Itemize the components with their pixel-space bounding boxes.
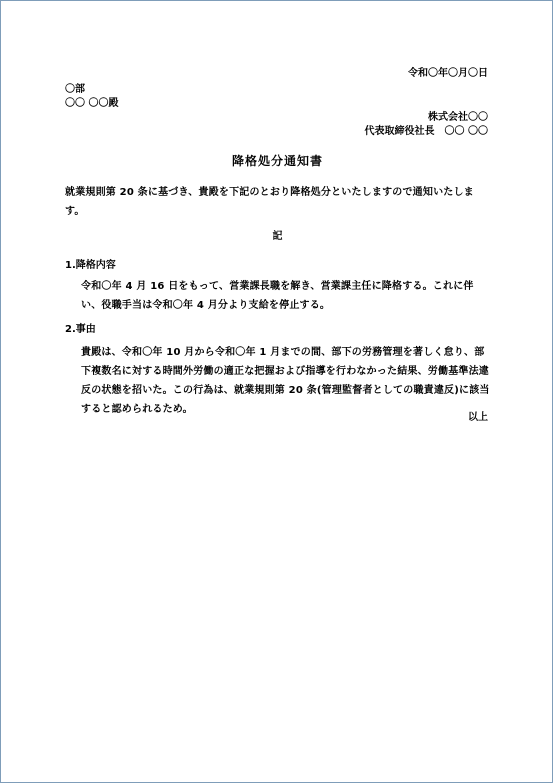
- recipient-department: 〇部: [65, 84, 85, 95]
- intro-paragraph: 就業規則第 20 条に基づき、貴殿を下記のとおり降格処分といたしますので通知いたします。: [65, 187, 474, 217]
- recipient-name: 〇〇 〇〇殿: [65, 98, 119, 109]
- section-body: 令和〇年 4 月 16 日をもって、営業課長職を解き、営業課主任に降格する。これに伴い、役職手当は令和〇年 4 月分より支給を停止する。: [81, 281, 474, 311]
- document-title: 降格処分通知書: [231, 154, 323, 168]
- sender-representative: 代表取締役社長 〇〇 〇〇: [364, 126, 488, 137]
- closing: 以上: [468, 412, 488, 423]
- section-body: 貴殿は、令和〇年 10 月から令和〇年 1 月までの間、部下の労務管理を著しく怠り、部下複数名に対する時間外労働の適正な把握および指導を行わなかった結果、労働基準法違反の状態を招いた。この行為は、就業規則第 20 条(管理監督者としての職責違反)に該当すると認められるため。: [81, 347, 490, 415]
- section-heading: 2.事由: [65, 324, 96, 335]
- section-heading: 1.降格内容: [65, 260, 116, 271]
- ki-marker: 記: [272, 231, 283, 242]
- sender-company: 株式会社〇〇: [428, 112, 488, 123]
- date: 令和〇年〇月〇日: [408, 68, 488, 79]
